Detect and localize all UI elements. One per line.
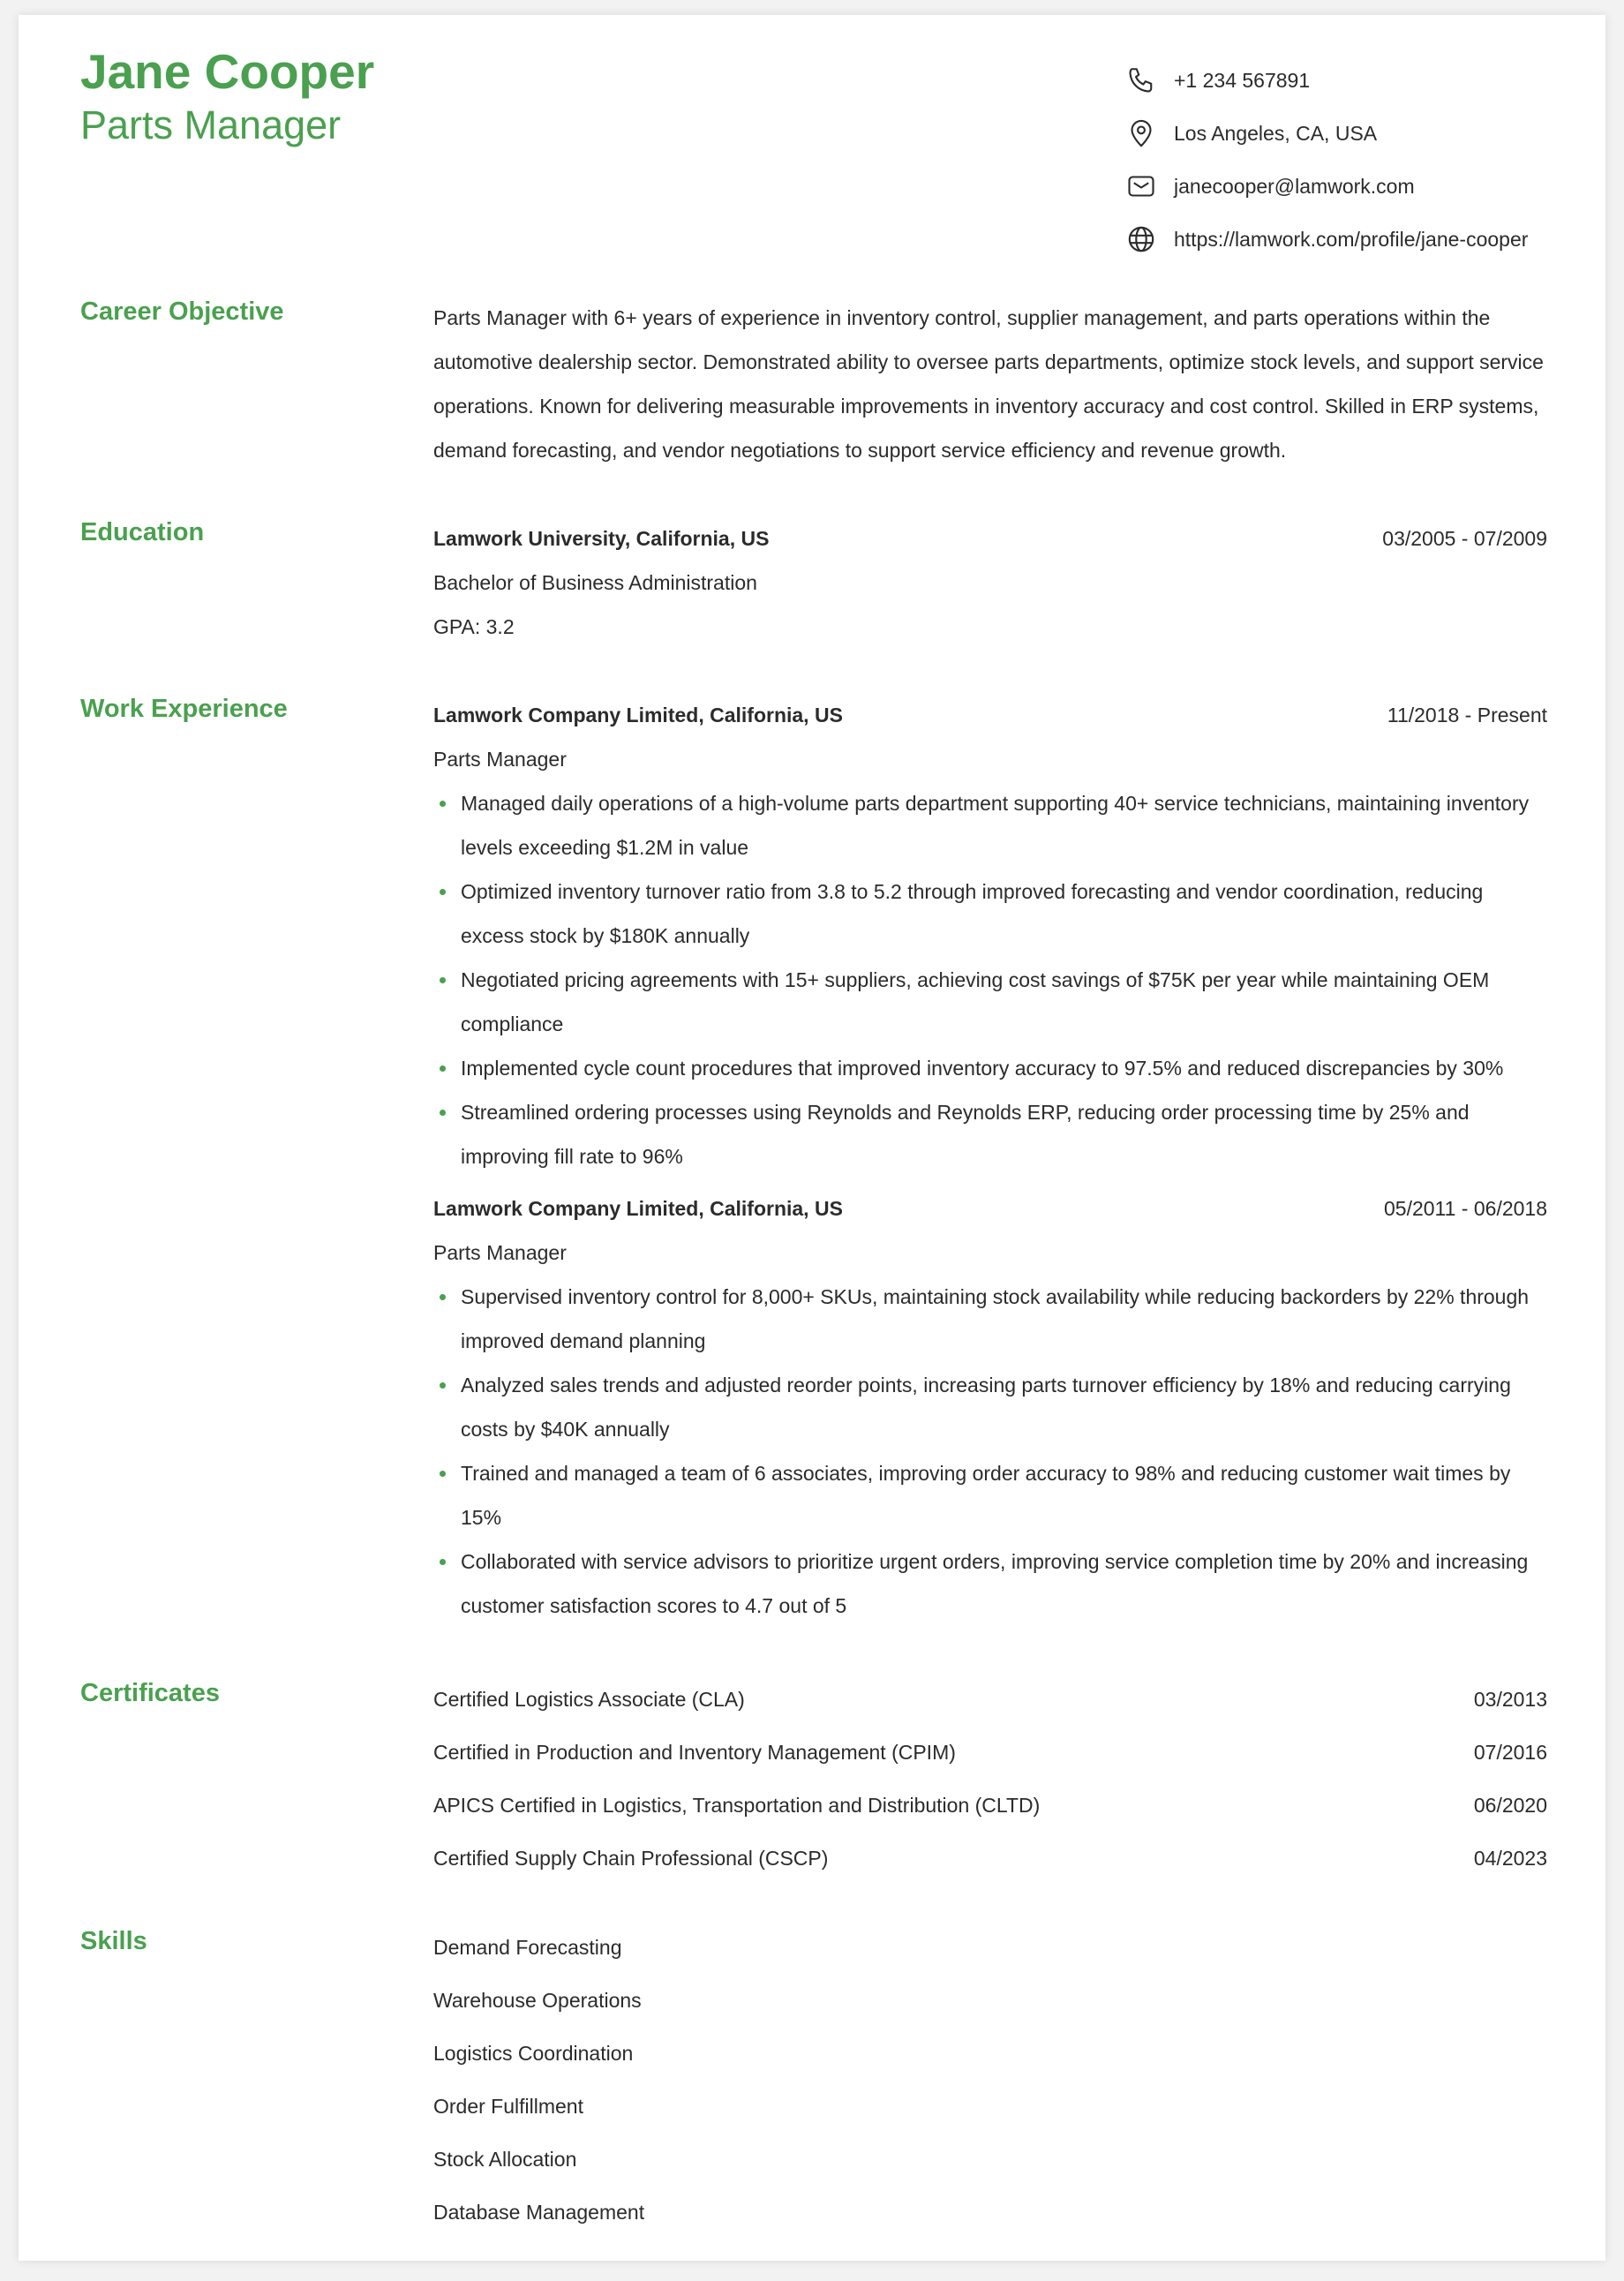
education-degree: Bachelor of Business Administration [433, 571, 757, 594]
globe-icon [1124, 222, 1158, 256]
certificate-row [433, 1673, 1547, 1726]
skills-section [433, 1921, 1547, 2239]
section-title-education: Education [80, 518, 205, 546]
job-bullet: Negotiated pricing agreements with 15+ suppliers, achieving cost savings of $75K per year while maintaining OEM compliance [433, 958, 1547, 1046]
skill-item: Logistics Coordination [433, 2042, 634, 2065]
work-experience-section [433, 693, 1547, 1628]
job-role: Parts Manager [433, 1241, 567, 1264]
certificate-date: 06/2020 [1473, 1794, 1547, 1817]
website-link[interactable]: https://lamwork.com/profile/jane-cooper [1174, 227, 1529, 251]
certificate-row [433, 1779, 1547, 1832]
mail-icon [1124, 169, 1158, 203]
certificate-name: APICS Certified in Logistics, Transportation and Distribution (CLTD) [433, 1794, 1041, 1817]
location-pin-icon [1124, 117, 1158, 150]
job-bullet: Analyzed sales trends and adjusted reorder points, increasing parts turnover efficiency by 18% and reducing carrying costs by $40K annually [433, 1363, 1547, 1451]
email-link[interactable]: janecooper@lamwork.com [1174, 174, 1415, 198]
education-school: Lamwork University, California, US [433, 527, 770, 550]
job-entry [433, 1186, 1547, 1628]
section-title-career-objective: Career Objective [80, 297, 284, 326]
education-dates: 03/2005 - 07/2009 [1382, 527, 1547, 550]
job-dates: 11/2018 - Present [1387, 704, 1547, 726]
skill-item: Demand Forecasting [433, 1936, 622, 1959]
contact-email [1124, 160, 1566, 213]
section-title-work-experience: Work Experience [80, 695, 288, 723]
certificates-section [433, 1673, 1547, 1885]
job-dates: 05/2011 - 06/2018 [1383, 1197, 1547, 1220]
phone-icon [1124, 64, 1158, 97]
resume-page [19, 15, 1605, 2261]
certificate-date: 04/2023 [1473, 1847, 1547, 1870]
contact-phone [1124, 54, 1566, 107]
certificate-row [433, 1726, 1547, 1779]
section-title-skills: Skills [80, 1927, 147, 1955]
job-company: Lamwork Company Limited, California, US [433, 1197, 843, 1220]
contact-website [1124, 213, 1566, 266]
job-bullet: Streamlined ordering processes using Reynolds and Reynolds ERP, reducing order processing time by 25% and improving fill rate to 96% [433, 1090, 1547, 1178]
certificate-date: 07/2016 [1473, 1741, 1547, 1764]
job-role: Parts Manager [433, 748, 567, 771]
section-title-certificates: Certificates [80, 1679, 220, 1707]
job-bullet: Managed daily operations of a high-volume parts department supporting 40+ service technicians, maintaining inventory levels exceeding $1.2M in value [433, 781, 1547, 869]
job-bullet: Optimized inventory turnover ratio from 3.8 to 5.2 through improved forecasting and vendor coordination, reducing excess stock by $180K annually [433, 869, 1547, 958]
certificate-row [433, 1832, 1547, 1885]
job-bullet: Trained and managed a team of 6 associates, improving order accuracy to 98% and reducing customer wait times by 15% [433, 1451, 1547, 1539]
skill-item: Stock Allocation [433, 2148, 577, 2171]
job-bullet: Implemented cycle count procedures that improved inventory accuracy to 97.5% and reduced discrepancies by 30% [433, 1046, 1547, 1090]
certificate-name: Certified Logistics Associate (CLA) [433, 1688, 745, 1711]
job-entry [433, 693, 1547, 1178]
career-objective-section [433, 296, 1547, 472]
skill-item: Warehouse Operations [433, 1989, 642, 2012]
phone-text[interactable]: +1 234 567891 [1174, 68, 1311, 92]
contact-location [1124, 107, 1566, 160]
job-bullets [433, 1275, 1547, 1628]
job-bullet: Supervised inventory control for 8,000+ SKUs, maintaining stock availability while reducing backorders by 22% through improved demand planning [433, 1275, 1547, 1363]
candidate-name: Jane Cooper [80, 44, 375, 99]
job-company: Lamwork Company Limited, California, US [433, 704, 843, 726]
certificate-name: Certified in Production and Inventory Management (CPIM) [433, 1741, 956, 1764]
certificate-name: Certified Supply Chain Professional (CSCP) [433, 1847, 829, 1870]
job-bullets [433, 781, 1547, 1178]
skill-item: Database Management [433, 2201, 645, 2224]
education-gpa: GPA: 3.2 [433, 615, 515, 638]
job-bullet: Collaborated with service advisors to prioritize urgent orders, improving service completion time by 20% and increasing customer satisfaction scores to 4.7 out of 5 [433, 1539, 1547, 1628]
education-section [433, 516, 1547, 649]
candidate-title: Parts Manager [80, 102, 342, 147]
certificate-date: 03/2013 [1473, 1688, 1547, 1711]
skill-item: Order Fulfillment [433, 2095, 583, 2118]
location-text: Los Angeles, CA, USA [1174, 121, 1378, 145]
career-objective-text: Parts Manager with 6+ years of experience in inventory control, supplier management, and parts operations within the automotive dealership sector. Demonstrated ability to oversee parts departments, optimize stock levels, and support service operations. Known for delivering measurable improvements in inventory accuracy and cost control. Skilled in ERP systems, demand forecasting, and vendor negotiations to support service efficiency and revenue growth. [433, 306, 1544, 462]
contact-list [1124, 54, 1566, 266]
